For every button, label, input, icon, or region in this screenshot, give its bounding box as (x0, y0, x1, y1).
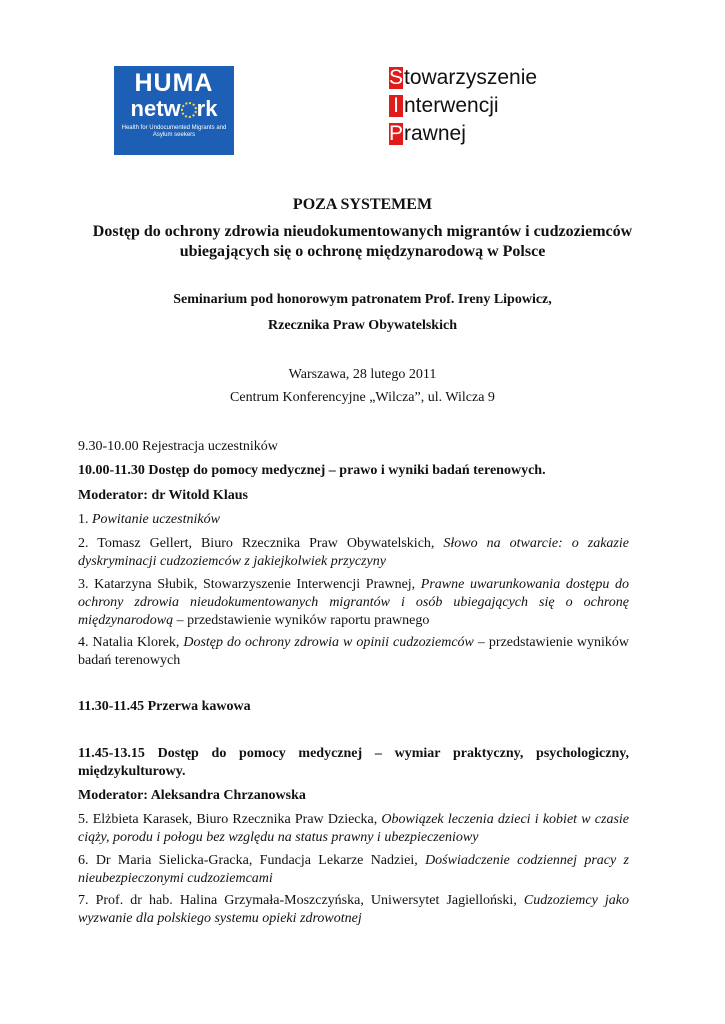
coffee-break: 11.30-11.45 Przerwa kawowa (78, 699, 251, 714)
sip-logo-line: Prawnej (389, 122, 466, 145)
agenda-item: 2. Tomasz Gellert, Biuro Rzecznika Praw Obywatelskich, Słowo na otwarcie: o zakazie dyskryminacji cudzoziemców z jakiejkolwiek przyczyny (78, 536, 629, 569)
huma-logo-subtitle: netw rk (130, 96, 218, 121)
event-date: Warszawa, 28 lutego 2011 (288, 367, 437, 382)
session-2-heading: 11.45-13.15 Dostęp do pomocy medycznej – wymiar praktyczny, psychologiczny, międzykulturowy. (78, 746, 629, 779)
agenda-item: 4. Natalia Klorek, Dostęp do ochrony zdrowia w opinii cudzoziemców – przedstawienie wyników badań terenowych (78, 635, 629, 668)
registration-line: 9.30-10.00 Rejestracja uczestników (78, 439, 278, 454)
agenda-item: 5. Elżbieta Karasek, Biuro Rzecznika Praw Dziecka, Obowiązek leczenia dzieci i kobiet w czasie ciąży, porodu i połogu bez względu na status prawny i ubezpieczeniowy (78, 812, 629, 845)
agenda-item: 7. Prof. dr hab. Halina Grzymała-Moszczyńska, Uniwersytet Jagielloński, Cudzoziemcy jako wyzwanie dla polskiego systemu opieki zdrowotnej (78, 893, 629, 926)
event-venue: Centrum Konferencyjne „Wilcza”, ul. Wilcza 9 (230, 390, 495, 405)
patronage-line: Seminarium pod honorowym patronatem Prof. Ireny Lipowicz, (173, 292, 552, 307)
agenda-item: 6. Dr Maria Sielicka-Gracka, Fundacja Lekarze Nadziei, Doświadczenie codziennej pracy z nieubezpieczonymi cudzoziemcami (78, 853, 629, 886)
session-2-moderator: Moderator: Aleksandra Chrzanowska (78, 788, 306, 803)
session-1-heading: 10.00-11.30 Dostęp do pomocy medycznej – prawo i wyniki badań terenowych. (78, 463, 546, 478)
document-title: POZA SYSTEMEM (292, 196, 433, 213)
agenda-item: 1. Powitanie uczestników (78, 512, 220, 527)
document-subtitle: Dostęp do ochrony zdrowia nieudokumentowanych migrantów i cudzoziemców ubiegających się o ochronę międzynarodową w Polsce (92, 223, 633, 260)
session-1-moderator: Moderator: dr Witold Klaus (78, 488, 248, 503)
sip-logo-line: Stowarzyszenie (389, 66, 538, 89)
sip-logo (389, 64, 537, 148)
huma-logo-tagline: Health for Undocumented Migrants and Asylum seekers (121, 125, 227, 138)
huma-network-logo (114, 66, 234, 155)
sip-logo-line: I nterwencji (389, 92, 537, 120)
agenda-item: 3. Katarzyna Słubik, Stowarzyszenie Interwencji Prawnej, Prawne uwarunkowania dostępu do ochrony zdrowia nieudokumentowanych migrantów i osób ubiegających się o ochronę międzynarodową – przedstawienie wyników raportu prawnego (78, 577, 629, 628)
patronage-line-2: Rzecznika Praw Obywatelskich (268, 318, 457, 333)
huma-logo-title: HUMA (134, 69, 214, 97)
eu-stars-ring-icon (181, 102, 197, 118)
